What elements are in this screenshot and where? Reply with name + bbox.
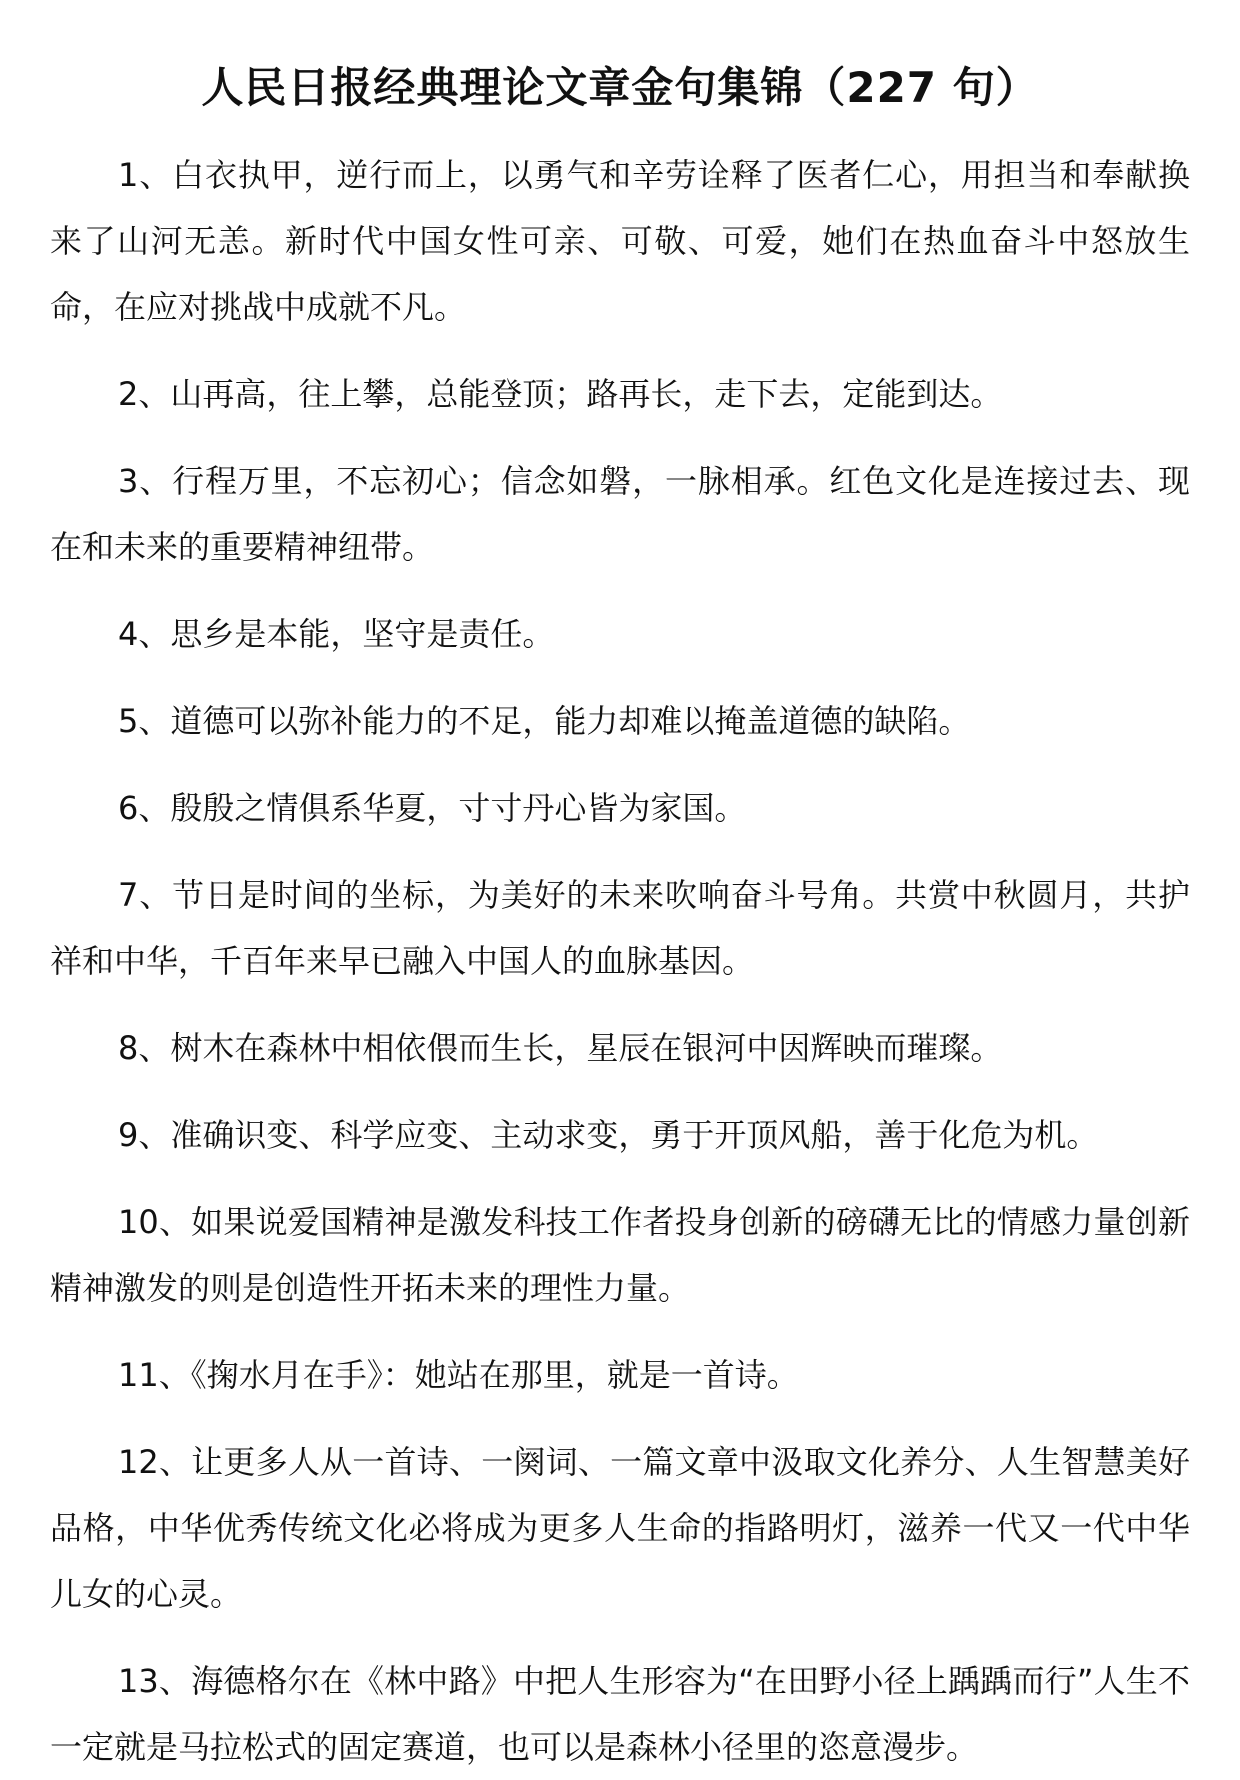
quote-paragraph-9: 9、准确识变、科学应变、主动求变，勇于开顶风船，善于化危为机。 bbox=[118, 1116, 1099, 1154]
quote-paragraph-4: 4、思乡是本能，坚守是责任。 bbox=[118, 615, 555, 653]
document-title: 人民日报经典理论文章金句集锦（227 句） bbox=[201, 63, 1039, 112]
quote-paragraph-13: 13、海德格尔在《林中路》中把人生形容为“在田野小径上踽踽而行”人生不一定就是马拉松式的固定赛道，也可以是森林小径里的恣意漫步。 bbox=[50, 1662, 1190, 1766]
quote-paragraph-11: 11、《掬水月在手》：她站在那里，就是一首诗。 bbox=[118, 1356, 799, 1394]
quote-paragraph-10: 10、如果说爱国精神是激发科技工作者投身创新的磅礴无比的情感力量创新精神激发的则是创造性开拓未来的理性力量。 bbox=[50, 1203, 1190, 1307]
quote-paragraph-5: 5、道德可以弥补能力的不足，能力却难以掩盖道德的缺陷。 bbox=[118, 702, 971, 740]
quote-paragraph-1: 1、白衣执甲，逆行而上，以勇气和辛劳诠释了医者仁心，用担当和奉献换来了山河无恙。新时代中国女性可亲、可敬、可爱，她们在热血奋斗中怒放生命，在应对挑战中成就不凡。 bbox=[50, 156, 1190, 326]
quote-paragraph-7: 7、节日是时间的坐标，为美好的未来吹响奋斗号角。共赏中秋圆月，共护祥和中华，千百年来早已融入中国人的血脉基因。 bbox=[50, 876, 1190, 980]
quote-paragraph-2: 2、山再高，往上攀，总能登顶；路再长，走下去，定能到达。 bbox=[118, 375, 1003, 413]
quote-paragraph-6: 6、殷殷之情俱系华夏，寸寸丹心皆为家国。 bbox=[118, 789, 747, 827]
quote-paragraph-3: 3、行程万里，不忘初心；信念如磐，一脉相承。红色文化是连接过去、现在和未来的重要精神纽带。 bbox=[50, 462, 1190, 566]
quote-paragraph-8: 8、树木在森林中相依偎而生长，星辰在银河中因辉映而璀璨。 bbox=[118, 1029, 1003, 1067]
quote-paragraph-12: 12、让更多人从一首诗、一阕词、一篇文章中汲取文化养分、人生智慧美好品格，中华优秀传统文化必将成为更多人生命的指路明灯，滋养一代又一代中华儿女的心灵。 bbox=[50, 1443, 1190, 1613]
